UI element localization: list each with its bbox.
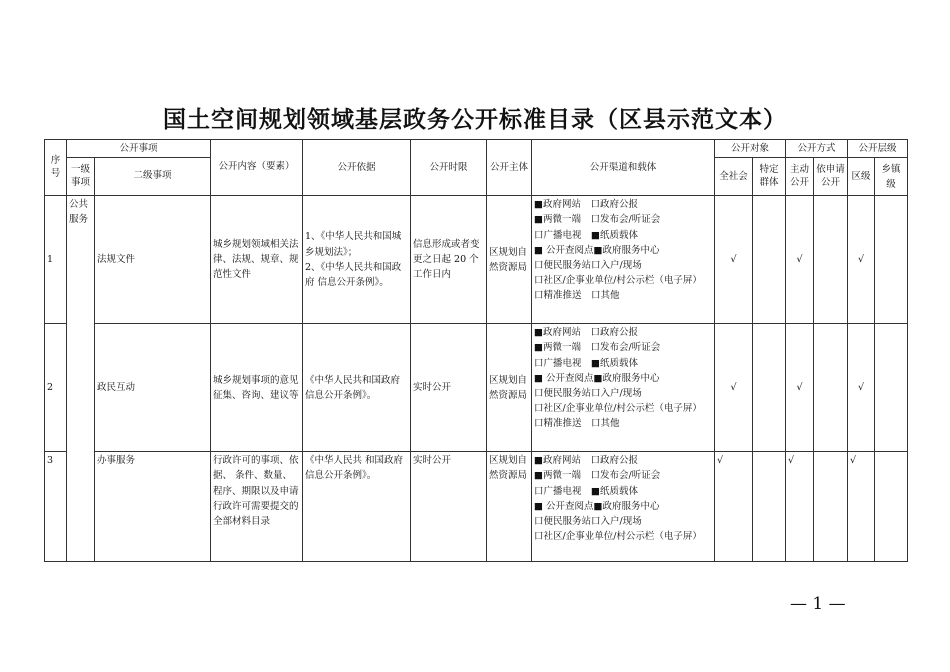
channel-line: 口精准推送 口其他 bbox=[534, 418, 620, 430]
row-seq: 3 bbox=[45, 452, 67, 562]
catalog-table bbox=[44, 139, 908, 562]
row-channels bbox=[532, 324, 715, 452]
header-level2: 二级事项 bbox=[95, 158, 211, 196]
table-row bbox=[45, 196, 908, 324]
header-row-1 bbox=[45, 140, 908, 158]
header-object-specific: 特定群体 bbox=[753, 158, 786, 196]
header-level-district: 区级 bbox=[848, 158, 875, 196]
channel-line: ■ 公开查阅点■政府服务中心 bbox=[534, 500, 660, 512]
table-row bbox=[45, 452, 908, 562]
page-number: — 1 — bbox=[790, 594, 846, 614]
header-object-all: 全社会 bbox=[715, 158, 753, 196]
channel-line: 口便民服务站口入户/现场 bbox=[534, 515, 642, 527]
row-level-district: √ bbox=[848, 452, 875, 562]
row-seq: 2 bbox=[45, 324, 67, 452]
row-channels bbox=[532, 196, 715, 324]
row-object-specific bbox=[753, 452, 786, 562]
header-seq: 序号 bbox=[45, 140, 67, 196]
row-method-active: √ bbox=[786, 324, 814, 452]
row-subject: 区规划自然资源局 bbox=[487, 196, 532, 324]
header-channels: 公开渠道和载体 bbox=[532, 140, 715, 196]
channel-line: ■政府网站 口政府公报 bbox=[534, 327, 638, 339]
row-object-all: √ bbox=[715, 196, 753, 324]
header-level1: 一级事项 bbox=[67, 158, 95, 196]
channel-line: 口广播电视 ■纸质载体 bbox=[534, 357, 638, 369]
row-object-specific bbox=[753, 324, 786, 452]
channel-line: ■政府网站 口政府公报 bbox=[534, 455, 638, 467]
header-items: 公开事项 bbox=[67, 140, 211, 158]
channel-line: 口精准推送 口其他 bbox=[534, 290, 620, 302]
row-basis: 1、《中华人民共和国城乡规划法》； 2、《中华人民共和国政府 信息公开条例》。 bbox=[303, 196, 411, 324]
row-content: 城乡规划事项的意见征集、咨询、建议等 bbox=[211, 324, 303, 452]
channel-line: ■两微一端 口发布会/听证会 bbox=[534, 470, 661, 482]
group-label: 公共服务 bbox=[67, 196, 95, 562]
row-level-town bbox=[875, 324, 908, 452]
channel-line: 口便民服务站口入户/现场 bbox=[534, 387, 642, 399]
document-title: 国土空间规划领域基层政务公开标准目录（区县示范文本） bbox=[163, 106, 787, 133]
header-object: 公开对象 bbox=[715, 140, 786, 158]
channel-line: 口广播电视 ■纸质载体 bbox=[534, 229, 638, 241]
header-basis: 公开依据 bbox=[303, 140, 411, 196]
channel-line: 口社区/企事业单位/村公示栏（电子屏） bbox=[534, 403, 702, 415]
channel-line: ■两微一端 口发布会/听证会 bbox=[534, 342, 661, 354]
header-method: 公开方式 bbox=[786, 140, 848, 158]
row-subject: 区规划自然资源局 bbox=[487, 324, 532, 452]
row-object-specific bbox=[753, 196, 786, 324]
row-method-active: √ bbox=[786, 196, 814, 324]
row-level-town bbox=[875, 196, 908, 324]
row-item: 法规文件 bbox=[95, 196, 211, 324]
row-content: 城乡规划领域相关法律、法规、规章、规范性文件 bbox=[211, 196, 303, 324]
row-level-district: √ bbox=[848, 196, 875, 324]
row-seq: 1 bbox=[45, 196, 67, 324]
table-row bbox=[45, 324, 908, 452]
channel-line: ■政府网站 口政府公报 bbox=[534, 199, 638, 211]
row-content: 行政许可的事项、依据、 条件、数量、程序、期限以及申请行政许可需要提交的全部材料目录 bbox=[211, 452, 303, 562]
header-method-active: 主动公开 bbox=[786, 158, 814, 196]
row-subject: 区规划自然资源局 bbox=[487, 452, 532, 562]
row-method-request bbox=[814, 324, 848, 452]
channel-line: ■ 公开查阅点■政府服务中心 bbox=[534, 372, 660, 384]
header-content: 公开内容（要素） bbox=[211, 140, 303, 196]
channel-line: 口社区/企事业单位/村公示栏（电子屏） bbox=[534, 275, 702, 287]
header-level-town: 乡镇级 bbox=[875, 158, 908, 196]
row-method-request bbox=[814, 452, 848, 562]
row-channels bbox=[532, 452, 715, 562]
row-timing: 信息形成或者变更之日起 20 个工作日内 bbox=[411, 196, 487, 324]
row-timing: 实时公开 bbox=[411, 452, 487, 562]
channel-line: ■两微一端 口发布会/听证会 bbox=[534, 214, 661, 226]
header-timing: 公开时限 bbox=[411, 140, 487, 196]
row-timing: 实时公开 bbox=[411, 324, 487, 452]
header-level: 公开层级 bbox=[848, 140, 908, 158]
row-object-all: √ bbox=[715, 452, 753, 562]
row-level-district: √ bbox=[848, 324, 875, 452]
row-object-all: √ bbox=[715, 324, 753, 452]
channel-line: 口广播电视 ■纸质载体 bbox=[534, 485, 638, 497]
row-item: 政民互动 bbox=[95, 324, 211, 452]
row-method-request bbox=[814, 196, 848, 324]
channel-line: 口社区/企事业单位/村公示栏（电子屏） bbox=[534, 531, 702, 543]
row-item: 办事服务 bbox=[95, 452, 211, 562]
row-basis: 《中华人民共 和国政府信息公开条例》。 bbox=[303, 452, 411, 562]
channel-line: ■ 公开查阅点■政府服务中心 bbox=[534, 244, 660, 256]
channel-line: 口便民服务站口入户/现场 bbox=[534, 259, 642, 271]
header-subject: 公开主体 bbox=[487, 140, 532, 196]
row-basis: 《中华人民共和国政府信息公开条例》。 bbox=[303, 324, 411, 452]
header-method-request: 依申请公开 bbox=[814, 158, 848, 196]
row-method-active: √ bbox=[786, 452, 814, 562]
row-level-town bbox=[875, 452, 908, 562]
